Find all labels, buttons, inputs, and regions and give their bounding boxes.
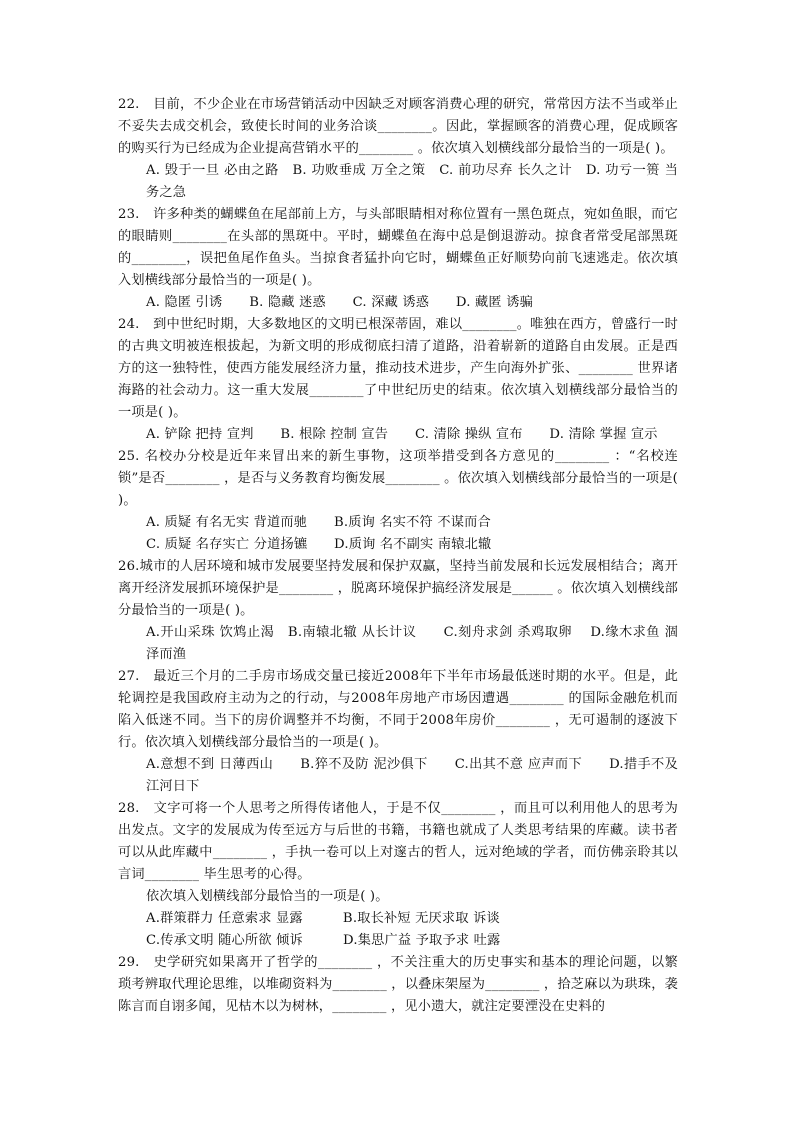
question-23-options: A. 隐匿 引诱 B. 隐藏 迷惑 C. 深藏 诱惑 D. 藏匿 诱骗 xyxy=(146,295,533,310)
question-23 xyxy=(118,204,678,314)
question-27 xyxy=(118,666,678,798)
question-27-paragraph: 27. 最近三个月的二手房市场成交量已接近2008年下半年市场最低迷时期的水平。但是，此轮调控是我国政府主动为之的行动，与2008年房地产市场因遭遇________ 的国际金融危机而陷入低迷不同。当下的房价调整并不均衡，不同于2008年房价________ ，无可遏制的逐波下行。依次填入划横线部分最恰当的一项是( )。 xyxy=(118,669,678,750)
question-28-option-line-2: C.传承文明 随心所欲 倾诉 D.集思广益 予取予求 吐露 xyxy=(146,933,501,948)
question-25-paragraph: 25. 名校办分校是近年来冒出来的新生事物，这项举措受到各方意见的________ ：“名校连锁”是否________ ，是否与义务教育均衡发展________ 。依次填入划横线部分最恰当的一项是( )。 xyxy=(118,449,678,508)
question-22-options: A. 毁于一旦 必由之路 B. 功败垂成 万全之策 C. 前功尽弃 长久之计 D. 功亏一篑 当务之急 xyxy=(146,163,678,200)
question-24 xyxy=(118,314,678,446)
question-28-tail: 依次填入划横线部分最恰当的一项是( )。 xyxy=(146,889,389,904)
question-22 xyxy=(118,94,678,204)
question-29 xyxy=(118,952,678,1018)
question-25 xyxy=(118,446,678,556)
question-26-options: A.开山采珠 饮鸩止渴 B.南辕北辙 从长计议 C.刻舟求剑 杀鸡取卵 D.缘木求鱼 涸泽而渔 xyxy=(146,625,678,662)
question-25-option-line-1: A. 质疑 有名无实 背道而驰 B.质询 名实不符 不谋而合 xyxy=(146,515,491,530)
question-28-paragraph: 28. 文字可将一个人思考之所得传诸他人，于是不仅________ ，而且可以利用他人的思考为出发点。文字的发展成为传至远方与后世的书籍，书籍也就成了人类思考结果的库藏。读书者可以从此库藏中________ ，手执一卷可以上对邃古的哲人，远对绝域的学者，而仿佛亲聆其以言词________ 毕生思考的心得。 xyxy=(118,801,678,882)
question-25-option-line-2: C. 质疑 名存实亡 分道扬镳 D.质询 名不副实 南辕北辙 xyxy=(146,537,492,552)
document-page xyxy=(118,94,678,1018)
question-24-paragraph: 24. 到中世纪时期，大多数地区的文明已根深蒂固，难以________。唯独在西方，曾盛行一时的古典文明被连根拔起，为新文明的形成彻底扫清了道路，沿着崭新的道路自由发展。正是西方的这一独特性，使西方能发展经济力量，推动技术进步，产生向海外扩张、________ 世界诸海路的社会动力。这一重大发展________了中世纪历史的结束。依次填入划横线部分最恰当的一项是( )。 xyxy=(118,317,678,420)
question-29-paragraph: 29. 史学研究如果离开了哲学的________ ，不关注重大的历史事实和基本的理论问题，以繁琐考辨取代理论思维，以堆砌资料为________ ，以叠床架屋为________ ，拾芝麻以为珙珠，袭陈言而自诩多闻，见枯木以为树林，________ ，见小遗大，就注定要湮没在史料的 xyxy=(118,955,678,1014)
question-28 xyxy=(118,798,678,952)
question-23-paragraph: 23. 许多种类的蝴蝶鱼在尾部前上方，与头部眼睛相对称位置有一黑色斑点，宛如鱼眼，而它的眼睛则________在头部的黑斑中。平时，蝴蝶鱼在海中总是倒退游动。掠食者常受尾部黑斑的________，误把鱼尾作鱼头。当掠食者猛扑向它时，蝴蝶鱼正好顺势向前飞速逃走。依次填入划横线部分最恰当的一项是( )。 xyxy=(118,207,678,288)
question-27-options: A.意想不到 日薄西山 B.猝不及防 泥沙俱下 C.出其不意 应声而下 D.措手不及 江河日下 xyxy=(146,757,678,794)
question-28-option-line-1: A.群策群力 任意索求 显露 B.取长补短 无厌求取 诉谈 xyxy=(146,911,500,926)
question-24-options: A. 铲除 把持 宣判 B. 根除 控制 宣告 C. 清除 操纵 宣布 D. 清除 掌握 宣示 xyxy=(146,427,658,442)
question-26 xyxy=(118,556,678,666)
question-22-paragraph: 22. 目前，不少企业在市场营销活动中因缺乏对顾客消费心理的研究，常常因方法不当或举止不妥失去成交机会，致使长时间的业务洽谈________。因此，掌握顾客的消费心理，促成顾客的购买行为已经成为企业提高营销水平的________ 。依次填入划横线部分最恰当的一项是( )。 xyxy=(118,97,678,156)
question-26-paragraph: 26.城市的人居环境和城市发展要坚持发展和保护双赢，坚持当前发展和长远发展相结合；离开离开经济发展抓环境保护是________ ，脱离环境保护搞经济发展是______ 。依次填入划横线部分最恰当的一项是( )。 xyxy=(118,559,678,618)
